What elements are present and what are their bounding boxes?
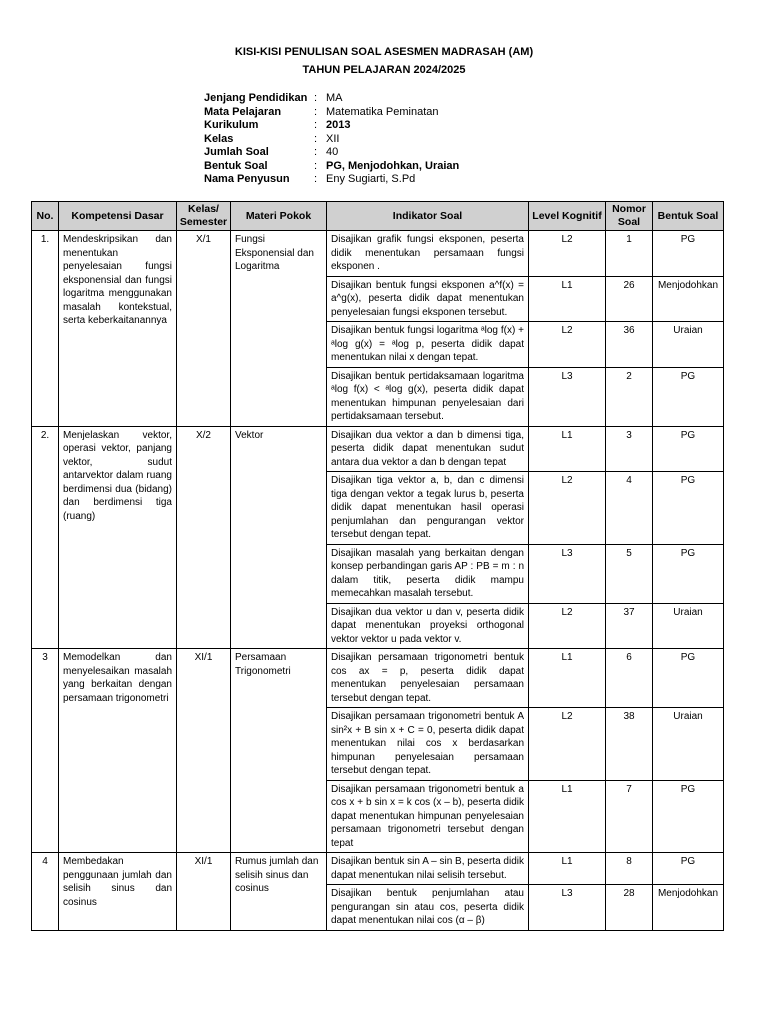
- cell-materi-pokok: Rumus jumlah dan selisih sinus dan cosinus: [231, 853, 327, 931]
- document-metadata: [204, 92, 459, 187]
- cell-nomor-soal: 37: [606, 603, 653, 649]
- table-row: [32, 231, 724, 277]
- cell-indikator-soal: Disajikan persamaan trigonometri bentuk A sin²x + B sin x + C = 0, peserta didik dapat menentukan nilai cos x berdasarkan himpunan penyelesaian persamaan tersebut dengan tepat.: [327, 708, 529, 781]
- meta-row: [204, 133, 459, 147]
- cell-kelas-semester: X/2: [177, 426, 231, 649]
- cell-level-kognitif: L3: [529, 367, 606, 426]
- cell-materi-pokok: Vektor: [231, 426, 327, 649]
- cell-bentuk-soal: PG: [653, 231, 724, 277]
- cell-bentuk-soal: Uraian: [653, 708, 724, 781]
- cell-kompetensi-dasar: Mendeskripsikan dan menentukan penyelesaian fungsi eksponensial dan fungsi logaritma menggunakan masalah kontekstual, serta keberkaitanannya: [59, 231, 177, 427]
- meta-colon: :: [314, 159, 318, 172]
- cell-indikator-soal: Disajikan persamaan trigonometri bentuk a cos x + b sin x = k cos (x – b), peserta didik dapat menentukan himpunan penyelesaian persamaan trigonometri tersebut dengan tepat: [327, 780, 529, 853]
- cell-bentuk-soal: Uraian: [653, 603, 724, 649]
- header-bentuk-soal: Bentuk Soal: [653, 202, 724, 231]
- header-no: No.: [32, 202, 59, 231]
- cell-level-kognitif: L1: [529, 780, 606, 853]
- cell-bentuk-soal: PG: [653, 853, 724, 885]
- cell-indikator-soal: Disajikan bentuk pertidaksamaan logaritma ᵃlog f(x) < ᵃlog g(x), peserta didik dapat menentukan himpunan penyelesaian dari pertidaksamaan tersebut.: [327, 367, 529, 426]
- meta-row: [204, 160, 459, 174]
- cell-no: 3: [32, 649, 59, 853]
- cell-indikator-soal: Disajikan masalah yang berkaitan dengan konsep perbandingan garis AP : PB = m : n dalam titik, peserta didik mampu memecahkan masalah tersebut.: [327, 544, 529, 603]
- cell-bentuk-soal: Uraian: [653, 322, 724, 368]
- meta-label: Jenjang Pendidikan: [204, 92, 308, 104]
- cell-materi-pokok: Fungsi Eksponensial dan Logaritma: [231, 231, 327, 427]
- meta-row: [204, 106, 459, 120]
- cell-bentuk-soal: PG: [653, 367, 724, 426]
- meta-value: PG, Menjodohkan, Uraian: [326, 159, 460, 172]
- cell-no: 4: [32, 853, 59, 931]
- cell-nomor-soal: 4: [606, 472, 653, 545]
- cell-indikator-soal: Disajikan persamaan trigonometri bentuk cos ax = p, peserta didik dapat menentukan penyelesaian persamaan tersebut dengan tepat.: [327, 649, 529, 708]
- cell-nomor-soal: 5: [606, 544, 653, 603]
- document-subtitle: TAHUN PELAJARAN 2024/2025: [302, 64, 466, 76]
- header-level-kognitif: Level Kognitif: [529, 202, 606, 231]
- cell-indikator-soal: Disajikan dua vektor a dan b dimensi tiga, peserta didik dapat menentukan sudut antara dua vektor a dan b dengan tepat: [327, 426, 529, 472]
- meta-colon: :: [314, 105, 318, 118]
- cell-nomor-soal: 26: [606, 276, 653, 322]
- meta-label: Kurikulum: [204, 119, 259, 131]
- cell-nomor-soal: 1: [606, 231, 653, 277]
- cell-indikator-soal: Disajikan grafik fungsi eksponen, peserta didik menentukan persamaan fungsi eksponen .: [327, 231, 529, 277]
- table-row: [32, 853, 724, 885]
- meta-value: XII: [326, 132, 340, 145]
- cell-no: 1.: [32, 231, 59, 427]
- meta-colon: :: [314, 92, 318, 104]
- document-title: KISI-KISI PENULISAN SOAL ASESMEN MADRASAH (AM): [234, 46, 534, 58]
- cell-indikator-soal: Disajikan bentuk fungsi logaritma ᵃlog f(x) + ᵃlog g(x) = ᵃlog p, peserta didik dapat menentukan nilai x dengan tepat.: [327, 322, 529, 368]
- kisi-kisi-table: [31, 201, 724, 931]
- cell-level-kognitif: L2: [529, 603, 606, 649]
- cell-kompetensi-dasar: Menjelaskan vektor, operasi vektor, panjang vektor, sudut antarvektor dalam ruang berdimensi dua (bidang) dan berdimensi tiga (ruang): [59, 426, 177, 649]
- cell-nomor-soal: 36: [606, 322, 653, 368]
- meta-label: Nama Penyusun: [204, 173, 290, 185]
- header-kelas-semester: Kelas/ Semester: [177, 202, 231, 231]
- cell-level-kognitif: L1: [529, 426, 606, 472]
- cell-level-kognitif: L2: [529, 322, 606, 368]
- meta-row: [204, 92, 459, 106]
- cell-nomor-soal: 38: [606, 708, 653, 781]
- cell-no: 2.: [32, 426, 59, 649]
- header-materi-pokok: Materi Pokok: [231, 202, 327, 231]
- meta-label: Kelas: [204, 132, 234, 145]
- meta-label: Jumlah Soal: [204, 146, 269, 158]
- cell-kompetensi-dasar: Memodelkan dan menyelesaikan masalah yang berkaitan dengan persamaan trigonometri: [59, 649, 177, 853]
- header-nomor-soal: Nomor Soal: [606, 202, 653, 231]
- cell-indikator-soal: Disajikan bentuk sin A – sin B, peserta didik dapat menentukan nilai selisih tersebut.: [327, 853, 529, 885]
- cell-kompetensi-dasar: Membedakan penggunaan jumlah dan selisih sinus dan cosinus: [59, 853, 177, 931]
- meta-value: Matematika Peminatan: [326, 105, 439, 118]
- cell-nomor-soal: 7: [606, 780, 653, 853]
- meta-label: Bentuk Soal: [204, 159, 268, 172]
- cell-bentuk-soal: PG: [653, 426, 724, 472]
- cell-kelas-semester: XI/1: [177, 649, 231, 853]
- cell-level-kognitif: L2: [529, 708, 606, 781]
- header-kompetensi-dasar: Kompetensi Dasar: [59, 202, 177, 231]
- meta-row: [204, 146, 459, 160]
- meta-colon: :: [314, 119, 318, 131]
- cell-kelas-semester: XI/1: [177, 853, 231, 931]
- cell-indikator-soal: Disajikan bentuk fungsi eksponen a^f(x) = a^g(x), peserta didik dapat menentukan penyelesaian fungsi eksponen tersebut.: [327, 276, 529, 322]
- cell-materi-pokok: Persamaan Trigonometri: [231, 649, 327, 853]
- cell-level-kognitif: L2: [529, 231, 606, 277]
- meta-row: [204, 173, 459, 187]
- cell-indikator-soal: Disajikan tiga vektor a, b, dan c dimensi tiga dengan vektor a tegak lurus b, peserta didik dapat menentukan hasil operasi penjumlahan dan pengurangan vektor tersebut dengan tepat.: [327, 472, 529, 545]
- cell-level-kognitif: L1: [529, 649, 606, 708]
- cell-indikator-soal: Disajikan bentuk penjumlahan atau pengurangan sin atau cos, peserta didik dapat menentukan nilai cos (α – β): [327, 885, 529, 931]
- cell-level-kognitif: L1: [529, 853, 606, 885]
- table-header-row: [32, 202, 724, 231]
- cell-level-kognitif: L1: [529, 276, 606, 322]
- meta-value: MA: [326, 92, 343, 104]
- cell-bentuk-soal: PG: [653, 780, 724, 853]
- cell-nomor-soal: 3: [606, 426, 653, 472]
- cell-nomor-soal: 28: [606, 885, 653, 931]
- cell-nomor-soal: 8: [606, 853, 653, 885]
- cell-bentuk-soal: PG: [653, 544, 724, 603]
- cell-level-kognitif: L3: [529, 885, 606, 931]
- cell-level-kognitif: L3: [529, 544, 606, 603]
- meta-colon: :: [314, 173, 318, 185]
- meta-label: Mata Pelajaran: [204, 105, 282, 118]
- cell-level-kognitif: L2: [529, 472, 606, 545]
- cell-bentuk-soal: Menjodohkan: [653, 885, 724, 931]
- cell-indikator-soal: Disajikan dua vektor u dan v, peserta didik dapat menentukan proyeksi orthogonal vektor vektor u pada vektor v.: [327, 603, 529, 649]
- table-row: [32, 426, 724, 472]
- meta-value: 2013: [326, 119, 351, 131]
- cell-bentuk-soal: PG: [653, 649, 724, 708]
- cell-kelas-semester: X/1: [177, 231, 231, 427]
- meta-colon: :: [314, 146, 318, 158]
- cell-nomor-soal: 2: [606, 367, 653, 426]
- header-indikator-soal: Indikator Soal: [327, 202, 529, 231]
- meta-value: 40: [326, 146, 339, 158]
- meta-row: [204, 119, 459, 133]
- table-row: [32, 649, 724, 708]
- meta-colon: :: [314, 132, 318, 145]
- cell-nomor-soal: 6: [606, 649, 653, 708]
- cell-bentuk-soal: PG: [653, 472, 724, 545]
- meta-value: Eny Sugiarti, S.Pd: [326, 173, 416, 185]
- cell-bentuk-soal: Menjodohkan: [653, 276, 724, 322]
